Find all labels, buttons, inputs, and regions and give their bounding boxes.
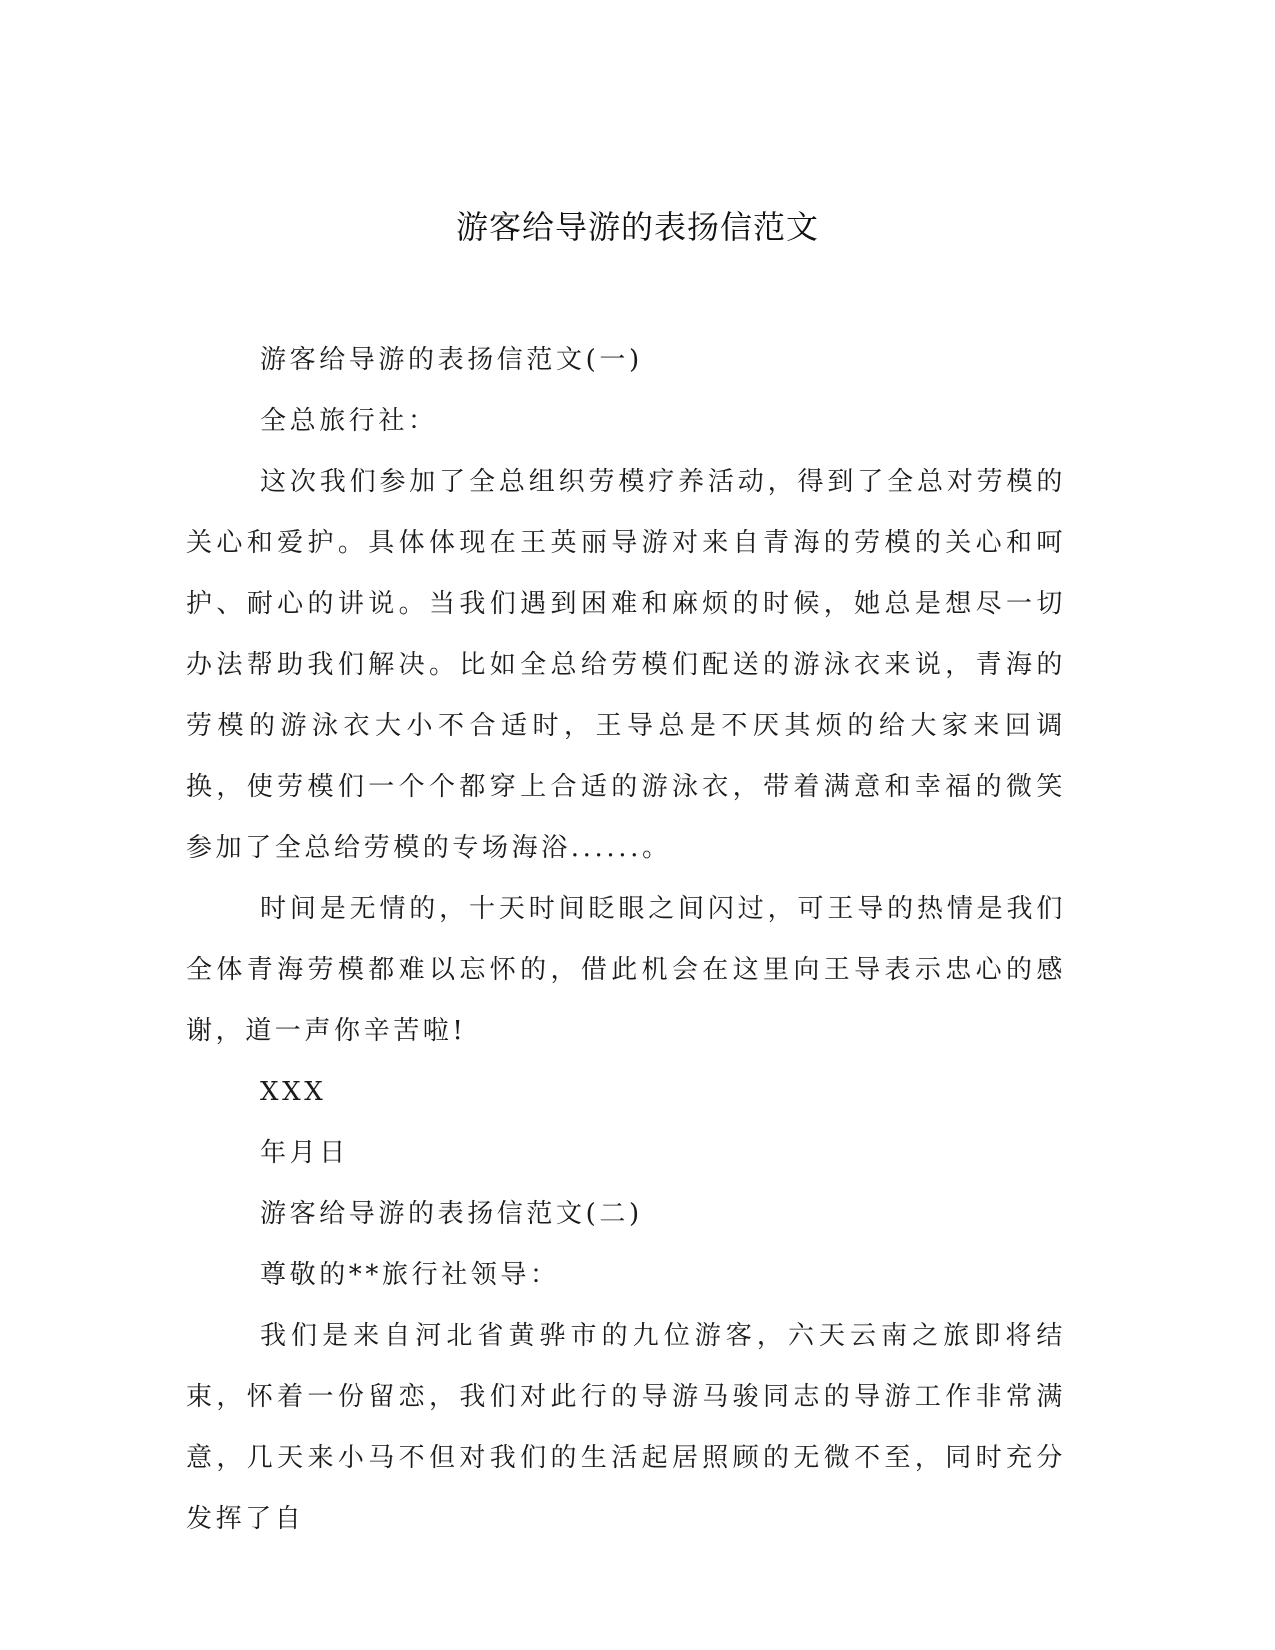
- salutation-1: 全总旅行社：: [260, 406, 438, 436]
- section-heading-2: 游客给导游的表扬信范文(二): [260, 1199, 643, 1229]
- letter-paragraph: 我们是来自河北省黄骅市的九位游客，六天云南之旅即将结束，怀着一份留恋，我们对此行的导游马骏同志的导游工作非常满意，几天来小马不但对我们的生活起居照顾的无微不至，同时充分发挥了自: [186, 1321, 1066, 1534]
- letter-paragraph: 时间是无情的，十天时间眨眼之间闪过，可王导的热情是我们全体青海劳模都难以忘怀的，借此机会在这里向王导表示忠心的感谢，道一声你辛苦啦!: [186, 894, 1066, 1046]
- letter-paragraph: 这次我们参加了全总组织劳模疗养活动，得到了全总对劳模的关心和爱护。具体体现在王英丽导游对来自青海的劳模的关心和呵护、耐心的讲说。当我们遇到困难和麻烦的时候，她总是想尽一切办法帮助我们解决。比如全总给劳模们配送的游泳衣来说，青海的劳模的游泳衣大小不合适时，王导总是不厌其烦的给大家来回调换，使劳模们一个个都穿上合适的游泳衣，带着满意和幸福的微笑参加了全总给劳模的专场海浴......。: [186, 467, 1066, 863]
- signature: XXX: [260, 1077, 327, 1107]
- salutation-2: 尊敬的**旅行社领导：: [260, 1260, 560, 1290]
- document-body: [186, 330, 1066, 1550]
- document-title: 游客给导游的表扬信范文: [455, 208, 819, 246]
- letter-date: 年月日: [260, 1138, 349, 1168]
- section-heading-1: 游客给导游的表扬信范文(一): [260, 345, 643, 375]
